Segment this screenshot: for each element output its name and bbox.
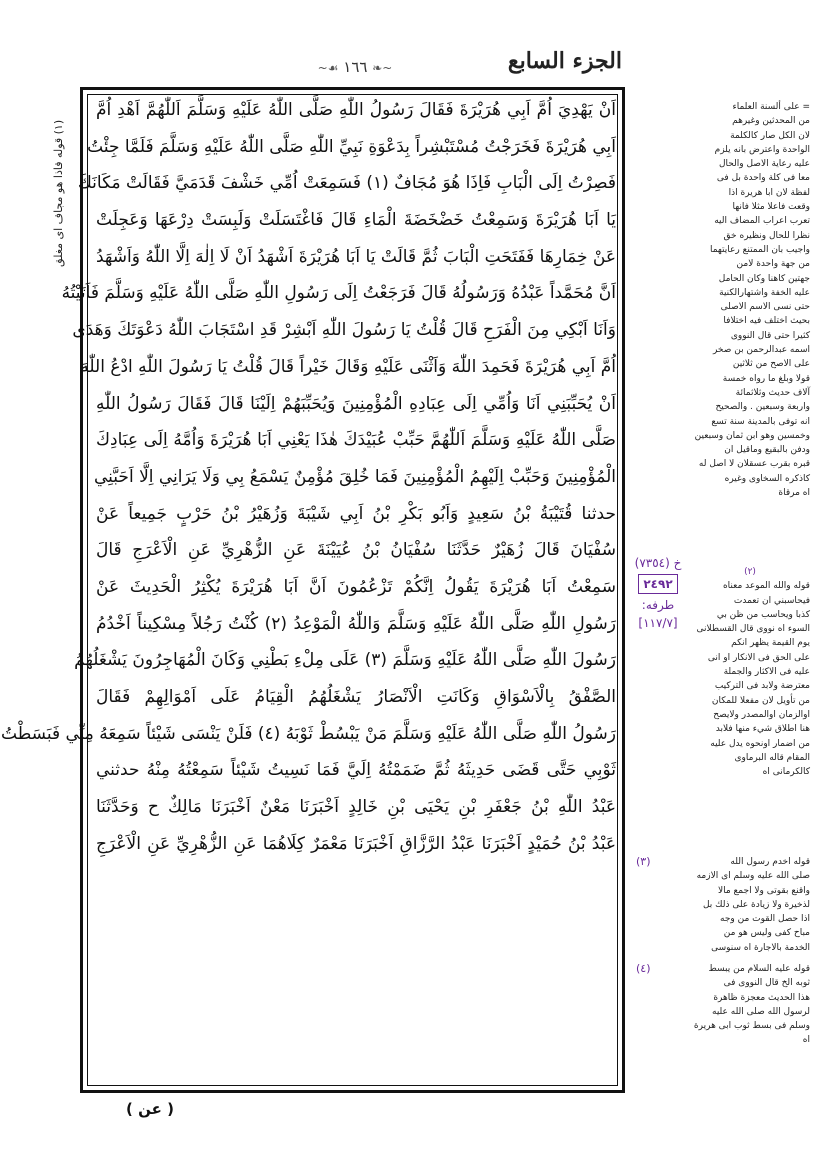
note-line: من اضمار اونحوه يدل عليه bbox=[710, 738, 810, 749]
note-line: هذا الحديث معجزة ظاهرة bbox=[713, 992, 810, 1003]
note-line: من تأويل لان مفعلا للمكان bbox=[711, 695, 810, 706]
text-line: سُفْيَانَ قَالَ زُهَيْرٌ حَدَّثَنَا سُفْيَانُ بْنُ عُيَيْنَةَ عَنِ الزُّهْرِيِّ عَنِ الْاَعْرَجِ قَالَ bbox=[96, 540, 616, 561]
note-line: على الحق فى الانكار او انى bbox=[707, 652, 810, 663]
note-4 bbox=[690, 962, 810, 1048]
note-line: نظرا للحال ونظيره خق bbox=[723, 230, 810, 241]
note-line: وسلم فى بسط ثوب ابى هريرة bbox=[693, 1021, 810, 1032]
note-line: معا فى كلة واحدة بل فى bbox=[716, 173, 810, 184]
note-line: صلى الله عليه وسلم اى الازمه bbox=[696, 871, 810, 882]
hadith-boxed-number: ٢٤٩٢ bbox=[638, 574, 677, 594]
note-3-body bbox=[690, 855, 810, 955]
note-line: اسمه عبدالرحمن بن صخر bbox=[712, 345, 810, 356]
note-2 bbox=[690, 565, 810, 779]
note-line: قوله والله الموعد معناه bbox=[722, 581, 810, 592]
text-line: اُمَّ اَبِي هُرَيْرَةَ فَحَمِدَ اللّٰهَ وَاَثْنَى عَلَيْهِ وَقَالَ خَيْراً قَالَ قُلْتُ يَا رَسُولَ اللّٰهِ ادْعُ اللّٰهَ bbox=[80, 356, 616, 377]
note-line: كذبا ويحاسب من ظن بي bbox=[716, 609, 810, 620]
note-2-label: (٢) bbox=[744, 567, 756, 577]
hadith-reference bbox=[630, 554, 686, 632]
text-line: رَسُولِ اللّٰهِ صَلَّى اللّٰهُ عَلَيْهِ وَسَلَّمَ وَاللّٰهُ الْمَوْعِدُ (٢) كُنْتُ رَجُلاً مِسْكِيناً اَخْدُمُ bbox=[96, 613, 616, 634]
note-line: الخدمة بالاجارة اه سنوسى bbox=[711, 942, 810, 953]
note-line: اذا حصل القوت من وجه bbox=[720, 914, 810, 925]
text-line: الصَّفْقُ بِالْاَسْوَاقِ وَكَانَتِ الْاَنْصَارُ يَشْغَلُهُمُ الْقِيَامُ عَلَى اَمْوَالِهِمْ فَقَالَ bbox=[96, 687, 616, 707]
right-margin-notes bbox=[690, 100, 810, 500]
left-margin-note: (١) قوله فاذا هو مجاف اى مغلق bbox=[52, 120, 65, 268]
catchword: ( عن ) bbox=[126, 1100, 174, 1118]
hadith-ref-value: [١١٧/٧] bbox=[638, 616, 678, 630]
ornament-left-icon: ~❧ bbox=[372, 61, 393, 75]
note-line: المقام قاله البرماوى bbox=[734, 752, 810, 763]
note-line: عليه الخفة واشتهارالكنية bbox=[719, 287, 810, 298]
hadith-number: خ (٧٣٥٤) bbox=[634, 556, 682, 570]
text-line: رَسُولَ اللّٰهِ صَلَّى اللّٰهُ عَلَيْهِ وَسَلَّمَ (٣) عَلَى مِلْءِ بَطْنِي وَكَانَ الْمُهَاجِرُونَ يَشْغَلُهُمُ bbox=[74, 650, 616, 671]
note-line: جهتين كاهنا وكان الحامل bbox=[718, 273, 810, 284]
note-line: وخمسين وهو ابن ثمان وسبعين bbox=[694, 430, 810, 441]
text-line: الْمُؤْمِنِينَ وَحَبِّبْ اِلَيْهِمُ الْمُؤْمِنِينَ فَمَا خُلِقَ مُؤْمِنٌ يَسْمَعُ بِي وَلَا يَرَانِي اِلَّا اَحَبَّنِي bbox=[94, 466, 616, 487]
note-line: ثوبه الخ قال النووى فى bbox=[723, 978, 810, 989]
note-line: حتى نسى الاسم الاصلى bbox=[720, 302, 810, 313]
note-line: كالكرمانى اه bbox=[762, 767, 810, 778]
text-line: حدثنا قُتَيْبَةُ بْنُ سَعِيدٍ وَاَبُو بَكْرِ بْنُ اَبِي شَيْبَةَ وَزُهَيْرُ بْنُ حَرْبٍ جَمِيعاً عَنْ bbox=[96, 503, 616, 524]
note-line: ودفن بالبقيع وماقيل ان bbox=[724, 445, 810, 456]
note-line: الواحدة واعترض بانه يلزم bbox=[714, 144, 810, 155]
page-number bbox=[300, 58, 410, 76]
note-line: عليه رعاية الاصل والحال bbox=[718, 159, 810, 170]
note-line: قبره بقرب عسقلان لا اصل له bbox=[698, 459, 810, 470]
text-line: اَنَّ مُحَمَّداً عَبْدُهُ وَرَسُولُهُ قَالَ فَرَجَعْتُ اِلَى رَسُولِ اللّٰهِ صَلَّى اللّٰهُ عَلَيْهِ وَسَلَّمَ فَاَتَيْتُهُ bbox=[61, 283, 616, 304]
note-2-body bbox=[690, 579, 810, 779]
note-line: على الاصح من ثلاثين bbox=[732, 359, 810, 370]
text-line: رَسُولُ اللّٰهِ صَلَّى اللّٰهُ عَلَيْهِ وَسَلَّمَ مَنْ يَبْسُطْ ثَوْبَهُ (٤) فَلَنْ يَنْسَى شَيْئاً سَمِعَهُ مِنِّي فَبَسَطْتُ bbox=[1, 723, 616, 744]
text-line: عَبْدُ اللّٰهِ بْنُ جَعْفَرِ بْنِ يَحْيَى بْنِ خَالِدٍ اَخْبَرَنَا مَعْنٌ اَخْبَرَنَا مَالِكٌ ح وَحَدَّثَنَا bbox=[96, 797, 616, 818]
note-line: واربعة وسبعين . والصحيح bbox=[715, 402, 810, 413]
note-line: لذخيرة ولا زيادة على ذلك بل bbox=[702, 899, 810, 910]
note-line: مباح كفى وليس هو من bbox=[723, 928, 810, 939]
note-line: قولا وبلغ ما رواه خمسة bbox=[722, 373, 810, 384]
note-line: لفظة لان ابا هريرة اذا bbox=[728, 187, 810, 198]
text-line: سَمِعْتُ اَبَا هُرَيْرَةَ يَقُولُ اِنَّكُمْ تَزْعُمُونَ اَنَّ اَبَا هُرَيْرَةَ يُكْثِرُ الْحَدِيثَ عَنْ bbox=[96, 576, 616, 597]
note-line: واجيب بان الممتنع رعايتهما bbox=[709, 244, 810, 255]
note-line: اه مرقاة bbox=[778, 488, 810, 499]
note-line: معترضة ولابد فى التركيب bbox=[714, 681, 810, 692]
text-line: ثَوْبِي حَتَّى قَضَى حَدِيثَهُ ثُمَّ ضَمَمْتُهُ اِلَيَّ فَمَا نَسِيتُ شَيْئاً سَمِعْتُهُ مِنْهُ حدثني bbox=[96, 760, 616, 781]
note-line: فيحاسبني ان تعمدت bbox=[733, 595, 810, 606]
note-line: يوم القيمة يظهر انكم bbox=[731, 638, 810, 649]
note-line: لرسول الله صلى الله عليه bbox=[712, 1006, 810, 1017]
text-line: فَصِرْتُ اِلَى الْبَابِ فَاِذَا هُوَ مُجَافٌ (١) فَسَمِعَتْ اُمِّي خَشْفَ قَدَمَيَّ فَقَالَتْ مَكَانَكَ bbox=[77, 173, 616, 194]
note-line: انه توفى بالمدينة سنة تسع bbox=[711, 416, 810, 427]
note-line: واقنع بقوتى ولا اجمع مالا bbox=[717, 885, 810, 896]
text-line: عَنْ خِمَارِهَا فَفَتَحَتِ الْبَابَ ثُمَّ قَالَتْ يَا اَبَا هُرَيْرَةَ اَشْهَدُ اَنْ لَا اِلٰهَ اِلَّا اللّٰهُ وَاَشْهَدُ bbox=[96, 246, 616, 267]
note-4-body bbox=[690, 962, 810, 1048]
note-line: وقعت فاعلا مثلا فانها bbox=[732, 202, 810, 213]
text-line: عَبْدُ بْنُ حُمَيْدٍ اَخْبَرَنَا عَبْدُ الرَّزَّاقِ اَخْبَرَنَا مَعْمَرٌ كِلَاهُمَا عَنِ الزُّهْرِيِّ عَنِ الْاَعْرَجِ bbox=[96, 833, 616, 854]
note-line: عليه فى الاكثار والجملة bbox=[723, 667, 810, 678]
note-line: آلاف حديث وثلاثمائة bbox=[735, 387, 810, 398]
text-line: صَلَّى اللّٰهُ عَلَيْهِ وَسَلَّمَ اَللّٰهُمَّ حَبِّبْ عُبَيْدَكَ هٰذَا يَعْنِي اَبَا هُرَيْرَةَ وَاُمَّهُ اِلَى عِبَادِكَ bbox=[96, 430, 616, 451]
note-line: = على ألسنة العلماء bbox=[732, 102, 810, 112]
text-line: وَاَنَا اَبْكِي مِنَ الْفَرَحِ قَالَ قُلْتُ يَا رَسُولَ اللّٰهِ اَبْشِرْ قَدِ اسْتَجَابَ اللّٰهُ دَعْوَتَكَ وَهَدَى bbox=[72, 320, 616, 341]
note-line: قوله اخدم رسول الله bbox=[730, 857, 810, 867]
note-line: بحيث اختلف فيه اختلافا bbox=[723, 316, 810, 327]
ornament-right-icon: ☙~ bbox=[317, 61, 339, 75]
note-line: كاذكره السخاوى وغيره bbox=[724, 473, 810, 484]
text-line: يَا اَبَا هُرَيْرَةَ وَسَمِعْتُ خَضْخَضَةَ الْمَاءِ قَالَ فَاغْتَسَلَتْ وَلَبِسَتْ دِرْعَهَا وَعَجِلَتْ bbox=[96, 210, 616, 231]
note-line: من جهة واحدة لامن bbox=[736, 259, 810, 270]
note-line: هنا اطلاق شيء منها فلابد bbox=[715, 724, 810, 735]
note-line: اوالزمان اوالمصدر ولايصح bbox=[713, 709, 810, 720]
part-title: الجزء السابع bbox=[507, 48, 622, 74]
text-line: اَنْ يَهْدِيَ اُمَّ اَبِي هُرَيْرَةَ فَقَالَ رَسُولُ اللّٰهِ صَلَّى اللّٰهُ عَلَيْهِ وَسَلَّمَ اَللّٰهُمَّ اَهْدِ اُمَّ bbox=[96, 100, 616, 120]
note-line: من المحدثين وغيرهم bbox=[732, 116, 810, 127]
page-number-value: ١٦٦ bbox=[343, 58, 368, 76]
note-line: قوله عليه السلام من يبسط bbox=[708, 964, 810, 974]
note-line: اه bbox=[802, 1035, 810, 1046]
note-4-label: (٤) bbox=[636, 962, 651, 975]
hadith-ref-label: طرفه: bbox=[641, 598, 675, 612]
note-line: لان الكل صار كالكلمة bbox=[730, 130, 810, 141]
note-line: كثيرا حتى قال النووى bbox=[730, 330, 810, 341]
note-line: تعرب اعراب المضاف اليه bbox=[714, 216, 810, 227]
note-line: السوء اه نووى قال القسطلانى bbox=[696, 624, 810, 635]
note-continuation bbox=[690, 100, 810, 500]
text-line: اَبِي هُرَيْرَةَ فَخَرَجْتُ مُسْتَبْشِراً بِدَعْوَةِ نَبِيِّ اللّٰهِ صَلَّى اللّٰهُ عَلَيْهِ وَسَلَّمَ فَلَمَّا جِئْتُ bbox=[87, 136, 616, 157]
note-3-label: (٣) bbox=[636, 855, 651, 868]
note-3 bbox=[690, 855, 810, 955]
text-line: اَنْ يُحَبِّبَنِي اَنَا وَاُمِّي اِلَى عِبَادِهِ الْمُؤْمِنِينَ وَيُحَبِّبَهُمْ اِلَيْنَا قَالَ فَقَالَ رَسُولُ اللّٰهِ bbox=[96, 393, 616, 414]
